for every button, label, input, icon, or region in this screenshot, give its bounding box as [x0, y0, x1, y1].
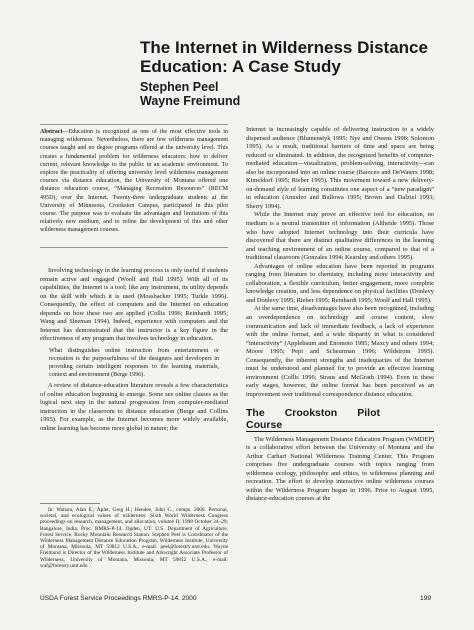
paper-title: The Internet in Wilderness Distance Education: A Case Study — [140, 38, 428, 76]
left-column-body — [40, 267, 228, 434]
section-heading: The Crookston Pilot Course — [246, 407, 434, 432]
author-name: Stephen Peel — [140, 80, 219, 94]
body-paragraph: Internet is increasingly capable of delivering instruction to a widely dispersed audience (Blumenstyk 1995; Nye and Owens 1996; Solomon 1995). As a result, traditional barriers of time and space are being reduced or eliminated. In addition, the recognized benefits of computer-mediated education—visualization, problem-solving, interactivity—can also be incorporated into an online course (Baioceo and DeWaters 1998; Kimeldorf 1995; Rieber 1995). This movement toward a new delivery-on-demand style of learning constitutes one aspect of a “new paradigm” in education (Amodeo and Bullowa 1995; Brown and Dalziel 1993; Sherry 1994). — [246, 126, 434, 210]
body-paragraph: At the same time, disadvantages have also been recognized, including an overdependence on technology and course content, slow communication and lack of immediate feedback, a lack of experience with the online format, and a wide disparity in what is considered “interactivity” (Applebaum and Enomoto 1995; Maxcy and others 1994; Moore 1995; Pepi and Scheurman 1996; Wildstrom 1995). Consequently, the inherent strengths and inadequacies of the Internet must be understood and planned for to provide an effective learning environment (Collis 1996; Straus and McGrath 1994). Even in these early stages, however, the online format has been perceived as an improvement over traditional correspondence distance education. — [246, 305, 434, 398]
body-paragraph: The Wilderness Management Distance Education Program (WMDEP) is a collaborative effort between the University of Montana and the Arthur Carhart National Wilderness Training Center. This Program comprises five undergraduate courses with topics ranging from wilderness ecology, philosophy and ethics, to wilderness planning and recreation. The effort to develop interactive online wilderness courses within the Wilderness Program began in 1996. Prior to August 1995, distance-education courses at the — [246, 435, 434, 503]
abstract — [40, 128, 228, 235]
footnote: In: Watson, Alan E.; Aplet, Greg H.; Hendee, John C., comps. 2000. Personal, societal, and ecological values of wilderness: Sixth World Wilderness Congress proceedings on research, management, and allocation, volume II; 1998 October 24–29; Bangalore, India. Proc. RMRS-P-14. Ogden, UT: U.S. Department of Agriculture, Forest Service, Rocky Mountain Research Station. Stephen Peel is Coordinator of the Wilderness Management Distance Education Program, Wilderness Institute, University of Montana, Missoula, MT 59812 U.S.A., e-mail: peel@forestry.umt.edu. Wayne Freimund is Director of the Wilderness Institute and Arkwright Associate Professor of Wilderness, University of Montana, Missoula, MT 59812 U.S.A., e-mail: waf@forestry.umt.edu — [40, 507, 228, 569]
body-paragraph: Involving technology in the learning process is only useful if students remain active and engaged (Woolf and Hall 1995). With all of its capabilities, the Internet is a tool; like any instrument, its utility depends on the skill with which it is used (Mossbacker 1995; Turkle 1996). Consequently, the effect of computers and the Internet on education depends on how these two are applied (Collis 1996; Reinhardt 1995; Wang and Sleeman 1994). Indeed, experience with computers and the Internet has demonstrated that the instructor is a key figure in the effectiveness of any program that involves technology in education. — [40, 267, 228, 343]
body-paragraph: Advantages of online education have been reported in programs ranging from literature to chemistry, including more interactivity and collaboration, a flexible curriculum, better engagement, more complete knowledge creation, and less dependence on physical facilities (Donlevy and Donlevy 1995; Rieber 1995; Reinhardt 1995; Woolf and Hall 1995). — [246, 262, 434, 304]
body-paragraph: A review of distance-education literature reveals a few characteristics of online education beginning to emerge. Some see online classes as the logical next step in the natural progression from computer-mediated instruction in the classroom to distance education (Berge and Collins 1995). For example, as the Internet becomes more widely available, online learning has become more global in nature; the — [40, 382, 228, 433]
block-quote: What distinguishes online instruction from entertainment or recreation is the purposefulness of the designers and developers in providing certain intelligent responses to the learning materials, context and environment (Berge 1996). — [49, 347, 219, 379]
right-column-body — [246, 126, 434, 504]
footer-citation: USDA Forest Service Proceedings RMRS-P-14. 2000 — [40, 595, 197, 602]
author-name: Wayne Freimund — [140, 94, 241, 108]
abstract-text: —Education is recognized as one of the most effective tools in managing wilderness. Nevertheless, there are few wilderness management courses taught and no degree programs offered at the university level. This creates a fundamental problem for wilderness educators: how to deliver current, relevant knowledge to the public in an academic environment. To explore the practicality of offering university level wilderness management courses via distance education, the University of Montana offered one distance education course, “Managing Recreation Resources” (RECM 495D), over the Internet. Twenty-three undergraduate students at the University of Minnesota, Crookston Campus, participated in this pilot course. The purpose was to evaluate the advantages and limitations of this relatively new medium, and to refine the development of this and other wilderness management courses. — [40, 129, 228, 234]
abstract-label: Abstract — [40, 129, 63, 135]
author-list — [140, 80, 240, 108]
body-paragraph: While the Internet may prove an effective tool for education, no medium is a neutral transmitter of information (Altheide 1995). Those who have adopted Internet technology into their curricula have discovered that there are distinct qualitative differences in the learning and teaching environment of an online course, compared to that of a traditional classroom (Gonzales 1994; Kearsley and others 1995). — [246, 211, 434, 262]
abstract-box — [40, 124, 228, 248]
footnote-divider — [40, 503, 100, 504]
page-number: 199 — [420, 595, 432, 602]
